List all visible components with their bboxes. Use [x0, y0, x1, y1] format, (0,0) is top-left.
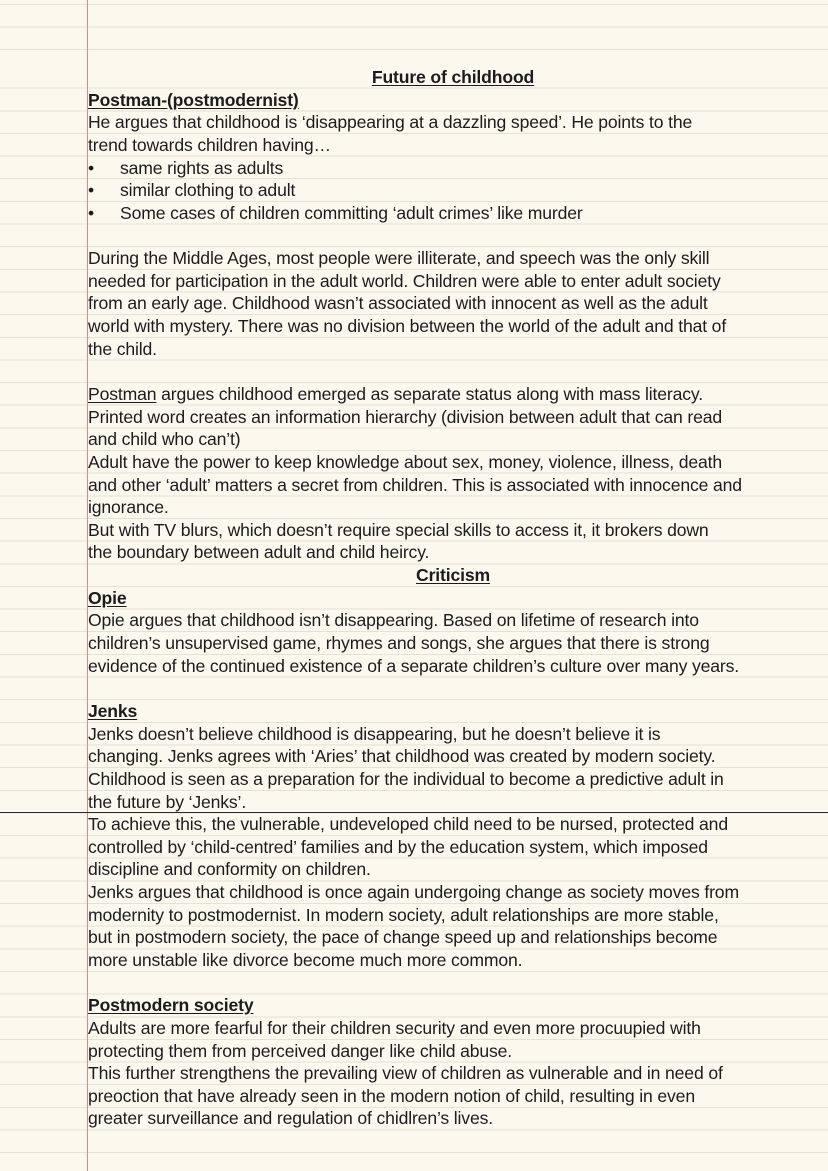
list-item — [88, 179, 818, 202]
underlined-name: Postman — [88, 383, 157, 404]
text-line: Jenks argues that childhood is once again undergoing change as society moves from — [88, 882, 739, 903]
text-line: Printed word creates an information hierarchy (division between adult that can read — [88, 406, 722, 427]
section-heading-postmodern-society: Postmodern society — [88, 995, 254, 1016]
notes-page — [88, 66, 818, 1130]
blank-line — [88, 677, 818, 700]
bullet-icon: • — [88, 157, 95, 178]
text-line: from an early age. Childhood wasn’t associated with innocent as well as the adult — [88, 293, 708, 314]
bullet-icon: • — [88, 202, 95, 223]
text-line: and other ‘adult’ matters a secret from children. This is associated with innocence and — [88, 474, 742, 495]
text-line: During the Middle Ages, most people were illiterate, and speech was the only skill — [88, 248, 710, 269]
blank-line — [88, 224, 818, 247]
text-line: trend towards children having… — [88, 134, 331, 155]
list-item-text: similar clothing to adult — [120, 180, 296, 201]
text-line: Childhood is seen as a preparation for the individual to become a predictive adult in — [88, 768, 724, 789]
text-line: Adult have the power to keep knowledge about sex, money, violence, illness, death — [88, 451, 723, 472]
list-item — [88, 202, 818, 225]
text-span: argues childhood emerged as separate status along with mass literacy. — [156, 383, 703, 404]
text-line: needed for participation in the adult world. Children were able to enter adult society — [88, 270, 721, 291]
subheading-opie: Opie — [88, 587, 127, 608]
blank-line — [88, 972, 818, 995]
text-line: ignorance. — [88, 497, 169, 518]
text-line: the boundary between adult and child heircy. — [88, 542, 430, 563]
text-line: He argues that childhood is ‘disappearing at a dazzling speed’. He points to the — [88, 112, 693, 133]
list-item — [88, 157, 818, 180]
text-line: the future by ‘Jenks’. — [88, 791, 247, 812]
text-line: Adults are more fearful for their children security and even more procuupied with — [88, 1017, 701, 1038]
subheading-jenks: Jenks — [88, 700, 138, 721]
text-line: modernity to postmodernist. In modern society, adult relationships are more stable, — [88, 904, 719, 925]
page-title: Future of childhood — [371, 67, 535, 87]
list-item-text: same rights as adults — [120, 157, 284, 178]
blank-line — [88, 360, 818, 383]
list-item-text: Some cases of children committing ‘adult crimes’ like murder — [120, 202, 583, 223]
text-line: but in postmodern society, the pace of change speed up and relationships become — [88, 927, 718, 948]
text-line: Jenks doesn’t believe childhood is disappearing, but he doesn’t believe it is — [88, 723, 661, 744]
section-heading-postman: Postman-(postmodernist) — [88, 89, 299, 110]
text-line: protecting them from perceived danger like child abuse. — [88, 1040, 513, 1061]
text-line: the child. — [88, 338, 157, 359]
text-line: preoction that have already seen in the modern notion of child, resulting in even — [88, 1085, 695, 1106]
bullet-icon: • — [88, 180, 95, 201]
text-line: controlled by ‘child-centred’ families and by the education system, which imposed — [88, 836, 708, 857]
text-line: Opie argues that childhood isn’t disappearing. Based on lifetime of research into — [88, 610, 699, 631]
text-line: more unstable like divorce become much more common. — [88, 949, 523, 970]
text-line: evidence of the continued existence of a separate children’s culture over many years. — [88, 655, 739, 676]
text-line: discipline and conformity on children. — [88, 859, 371, 880]
text-line: This further strengthens the prevailing view of children as vulnerable and in need of — [88, 1063, 723, 1084]
text-line: and child who can’t) — [88, 429, 241, 450]
text-line: greater surveillance and regulation of chidlren’s lives. — [88, 1108, 493, 1129]
text-line: changing. Jenks agrees with ‘Aries’ that childhood was created by modern society. — [88, 746, 716, 767]
text-line: To achieve this, the vulnerable, undeveloped child need to be nursed, protected and — [88, 814, 728, 835]
text-line: world with mystery. There was no division between the world of the adult and that of — [88, 316, 727, 337]
text-line: children’s unsupervised game, rhymes and songs, she argues that there is strong — [88, 633, 710, 654]
text-line: But with TV blurs, which doesn’t require special skills to access it, it brokers down — [88, 519, 709, 540]
section-heading-criticism: Criticism — [416, 565, 490, 586]
text-line — [88, 383, 818, 406]
